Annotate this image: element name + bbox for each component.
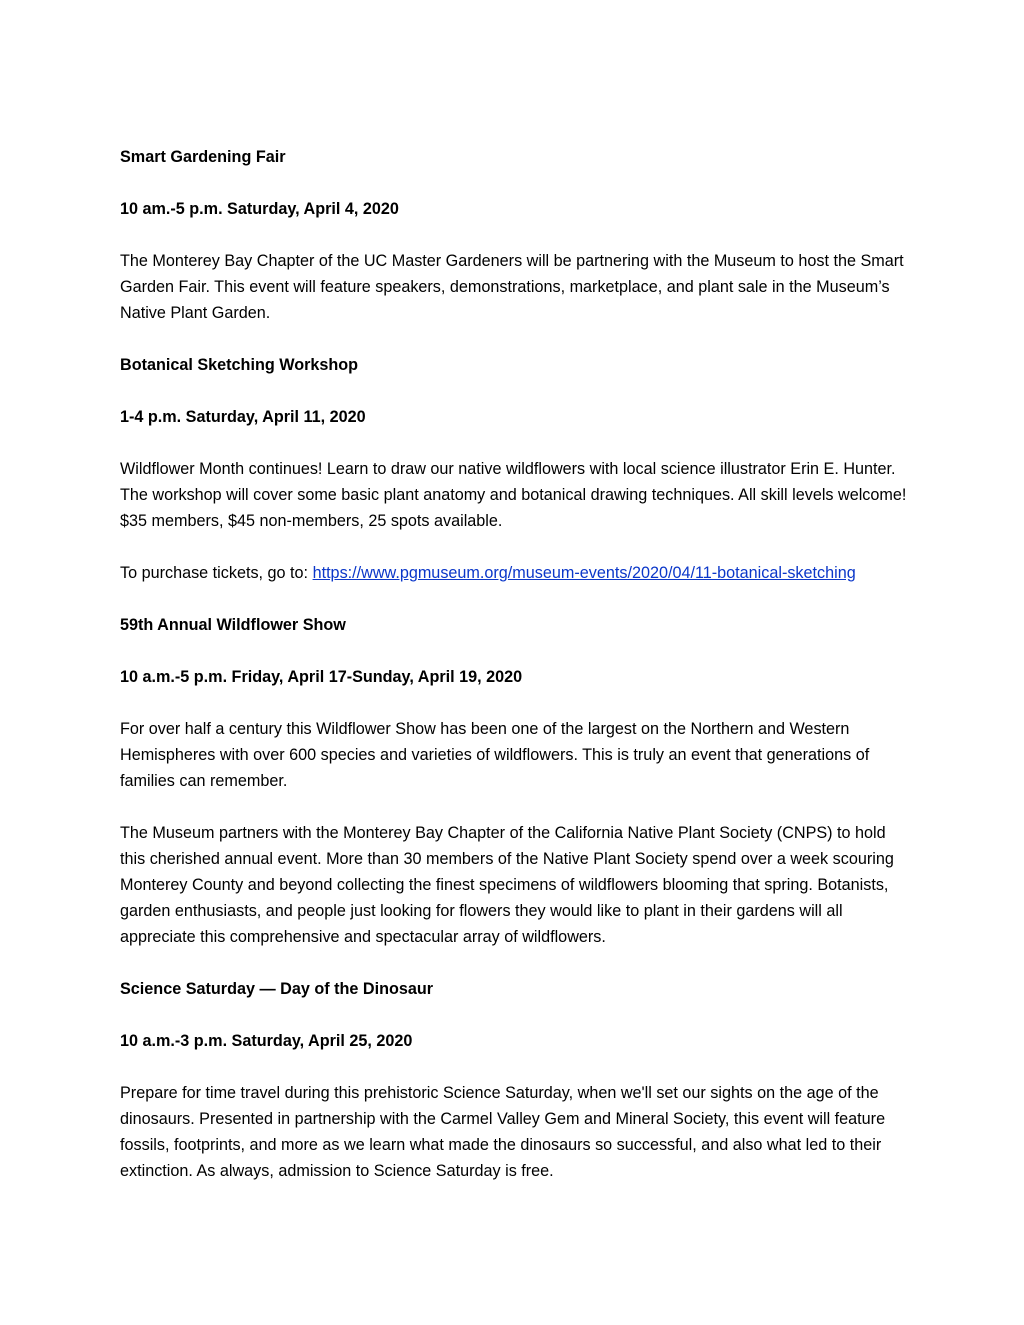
event-time: 10 am.-5 p.m. Saturday, April 4, 2020 (120, 200, 399, 218)
event-description: Wildflower Month continues! Learn to draw our native wildflowers with local science illustrator Erin E. Hunter. The workshop will cover some basic plant anatomy and botanical drawing techniques. All skill levels welcome! $35 members, $45 non-members, 25 spots available. (120, 460, 907, 530)
document-page (120, 144, 910, 1210)
event-title: Science Saturday — Day of the Dinosaur (120, 980, 434, 998)
event-title: Botanical Sketching Workshop (120, 356, 359, 374)
tickets-link[interactable]: https://www.pgmuseum.org/museum-events/2020/04/11-botanical-sketching (312, 564, 856, 582)
event-description: The Museum partners with the Monterey Bay Chapter of the California Native Plant Society (CNPS) to hold this cherished annual event. More than 30 members of the Native Plant Society spend over a week scouring Monterey County and beyond collecting the finest specimens of wildflowers blooming that spring. Botanists, garden enthusiasts, and people just looking for flowers they would like to plant in their gardens will all appreciate this comprehensive and spectacular array of wildflowers. (120, 824, 894, 946)
tickets-prefix: To purchase tickets, go to: (120, 564, 313, 582)
event-time: 1-4 p.m. Saturday, April 11, 2020 (120, 408, 366, 426)
event-time: 10 a.m.-5 p.m. Friday, April 17-Sunday, April 19, 2020 (120, 668, 523, 686)
event-time: 10 a.m.-3 p.m. Saturday, April 25, 2020 (120, 1032, 413, 1050)
event-title: 59th Annual Wildflower Show (120, 616, 346, 634)
event-description: Prepare for time travel during this prehistoric Science Saturday, when we'll set our sights on the age of the dinosaurs. Presented in partnership with the Carmel Valley Gem and Mineral Society, this event will feature fossils, footprints, and more as we learn what made the dinosaurs so successful, and also what led to their extinction. As always, admission to Science Saturday is free. (120, 1084, 886, 1180)
event-description: The Monterey Bay Chapter of the UC Master Gardeners will be partnering with the Museum to host the Smart Garden Fair. This event will feature speakers, demonstrations, marketplace, and plant sale in the Museum’s Native Plant Garden. (120, 252, 904, 322)
tickets-line (120, 560, 910, 586)
event-title: Smart Gardening Fair (120, 148, 286, 166)
event-description: For over half a century this Wildflower Show has been one of the largest on the Northern and Western Hemispheres with over 600 species and varieties of wildflowers. This is truly an event that generations of families can remember. (120, 720, 870, 790)
